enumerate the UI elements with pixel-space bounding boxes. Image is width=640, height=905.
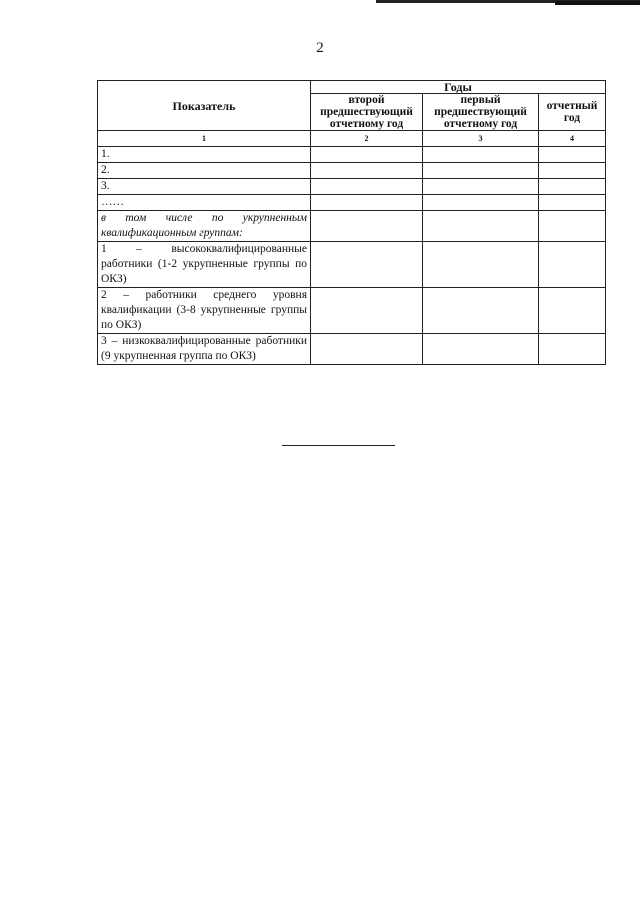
table-cell xyxy=(311,242,423,288)
header-indicator: Показатель xyxy=(98,81,311,131)
table-cell xyxy=(539,242,606,288)
header-first-prior-year: первый предшествующий отчетному год xyxy=(423,94,539,131)
table-cell xyxy=(311,288,423,334)
header-row xyxy=(98,81,606,94)
table-cell xyxy=(311,179,423,195)
table-row xyxy=(98,163,606,179)
table-row xyxy=(98,334,606,365)
table-cell xyxy=(539,147,606,163)
row-label: …… xyxy=(98,195,311,211)
column-number-row xyxy=(98,131,606,147)
table-cell xyxy=(539,211,606,242)
column-number: 2 xyxy=(311,131,423,147)
table-cell xyxy=(539,195,606,211)
indicator-table xyxy=(97,80,606,365)
table-cell xyxy=(539,334,606,365)
table-cell xyxy=(423,163,539,179)
header-reporting-year: отчетный год xyxy=(539,94,606,131)
table-cell xyxy=(311,147,423,163)
table-cell xyxy=(423,195,539,211)
header-years: Годы xyxy=(311,81,606,94)
table-cell xyxy=(423,211,539,242)
scan-artifact xyxy=(555,1,640,5)
row-label: 1. xyxy=(98,147,311,163)
footer-rule xyxy=(282,445,395,446)
table-cell xyxy=(423,334,539,365)
table-row xyxy=(98,195,606,211)
table-cell xyxy=(311,195,423,211)
table-cell xyxy=(423,179,539,195)
table-cell xyxy=(539,179,606,195)
column-number: 3 xyxy=(423,131,539,147)
group-intro-row xyxy=(98,211,606,242)
group-label: 1 – высококвалифицированные работники (1-2 укрупненные группы по ОКЗ) xyxy=(98,242,311,288)
group-intro-label: в том числе по укрупненным квалификационным группам: xyxy=(98,211,311,242)
table-row xyxy=(98,242,606,288)
column-number: 1 xyxy=(98,131,311,147)
row-label: 2. xyxy=(98,163,311,179)
table-cell xyxy=(311,211,423,242)
table-cell xyxy=(311,334,423,365)
row-label: 3. xyxy=(98,179,311,195)
table-cell xyxy=(423,242,539,288)
table-cell xyxy=(539,288,606,334)
group-label: 3 – низкоквалифицированные работники (9 укрупненная группа по ОКЗ) xyxy=(98,334,311,365)
table-row xyxy=(98,288,606,334)
table-cell xyxy=(423,147,539,163)
header-second-prior-year: второй предшествующий отчетному год xyxy=(311,94,423,131)
table-row xyxy=(98,147,606,163)
column-number: 4 xyxy=(539,131,606,147)
table-cell xyxy=(311,163,423,179)
table-row xyxy=(98,179,606,195)
page-number: 2 xyxy=(316,40,324,56)
table-cell xyxy=(539,163,606,179)
table-cell xyxy=(423,288,539,334)
group-label: 2 – работники среднего уровня квалификации (3-8 укрупненные группы по ОКЗ) xyxy=(98,288,311,334)
